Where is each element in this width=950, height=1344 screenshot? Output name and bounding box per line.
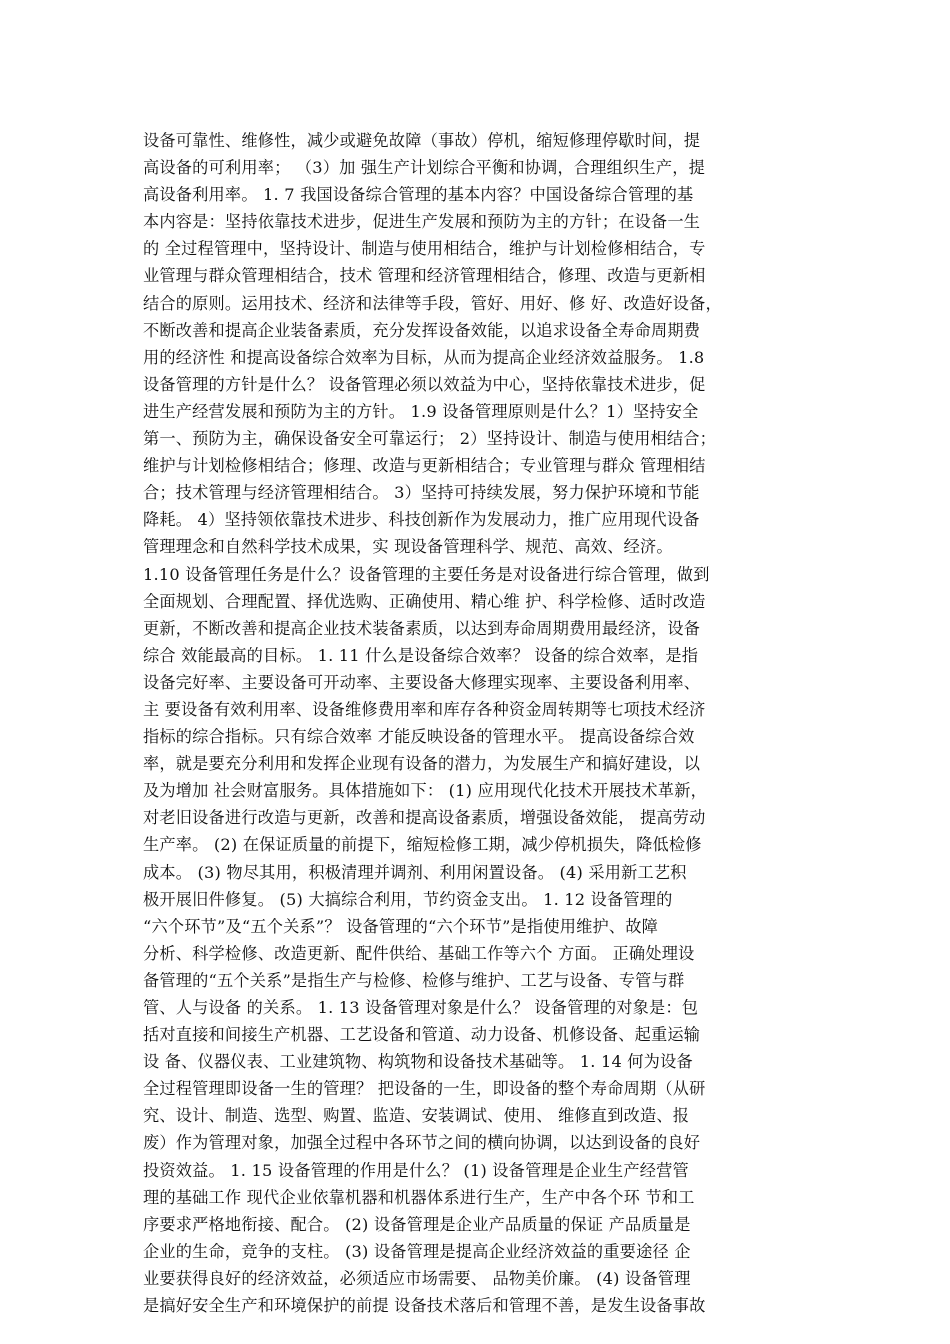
text-line: 括对直接和间接生产机器、工艺设备和管道、动力设备、机修设备、起重运输 bbox=[143, 1025, 701, 1045]
text-line: 高设备的可利用率； （3）加 强生产计划综合平衡和协调，合理组织生产，提 bbox=[143, 158, 705, 178]
text-line: 管理理念和自然科学技术成果，实 现设备管理科学、规范、高效、经济。 bbox=[143, 537, 673, 557]
text-line: 究、设计、制造、选型、购置、监造、安装调试、使用、 维修直到改造、报 bbox=[143, 1106, 690, 1126]
text-line: 企业的生命，竞争的支柱。 (3) 设备管理是提高企业经济效益的重要途径 企 bbox=[143, 1241, 691, 1261]
text-line: 不断改善和提高企业装备素质，充分发挥设备效能，以追求设备全寿命周期费 bbox=[143, 320, 701, 340]
text-line: 设 备、仪器仪表、工业建筑物、构筑物和设备技术基础等。 1. 14 何为设备 bbox=[143, 1052, 693, 1072]
text-line: 全过程管理即设备一生的管理？ 把设备的一生，即设备的整个寿命周期（从研 bbox=[143, 1079, 706, 1099]
text-line: 结合的原则。运用技术、经济和法律等手段，管好、用好、修 好、改造好设备， bbox=[143, 293, 722, 313]
text-line: 进生产经营发展和预防为主的方针。 1.9 设备管理原则是什么？1）坚持安全 bbox=[143, 401, 699, 421]
text-line: 用的经济性 和提高设备综合效率为目标，从而为提高企业经济效益服务。 1.8 bbox=[143, 347, 705, 367]
text-line: 高设备利用率。 1. 7 我国设备综合管理的基本内容？中国设备综合管理的基 bbox=[143, 185, 694, 205]
text-line: 指标的综合指标。只有综合效率 才能反映设备的管理水平。 提高设备综合效 bbox=[143, 727, 695, 747]
text-line: 是搞好安全生产和环境保护的前提 设备技术落后和管理不善，是发生设备事故 bbox=[143, 1296, 706, 1316]
text-line: 备管理的“五个关系”是指生产与检修、检修与维护、工艺与设备、专管与群 bbox=[143, 970, 685, 990]
text-line: 的 全过程管理中，坚持设计、制造与使用相结合，维护与计划检修相结合，专 bbox=[143, 239, 706, 259]
text-line: 维护与计划检修相结合；修理、改造与更新相结合；专业管理与群众 管理相结 bbox=[143, 456, 706, 476]
text-line: 投资效益。 1. 15 设备管理的作用是什么？ (1) 设备管理是企业生产经营管 bbox=[143, 1160, 689, 1180]
text-line: 理的基础工作 现代企业依靠机器和机器体系进行生产，生产中各个环 节和工 bbox=[143, 1187, 695, 1207]
text-line: 设备可靠性、维修性，减少或避免故障（事故）停机，缩短修理停歇时间，提 bbox=[143, 131, 701, 150]
text-line: 生产率。 (2) 在保证质量的前提下，缩短检修工期，减少停机损失，降低检修 bbox=[143, 835, 702, 855]
text-line: 废）作为管理对象，加强全过程中各环节之间的横向协调，以达到设备的良好 bbox=[143, 1133, 701, 1153]
text-line: 全面规划、合理配置、择优选购、正确使用、精心维 护、科学检修、适时改造 bbox=[143, 591, 706, 611]
body-text bbox=[143, 127, 813, 1319]
text-line: 业管理与群众管理相结合，技术 管理和经济管理相结合，修理、改造与更新相 bbox=[143, 266, 706, 286]
text-line: 成本。 (3) 物尽其用，积极清理并调剂、利用闲置设备。 (4) 采用新工艺积 bbox=[143, 862, 687, 882]
text-line: 对老旧设备进行改造与更新，改善和提高设备素质，增强设备效能， 提高劳动 bbox=[143, 808, 706, 828]
text-line: 主 要设备有效利用率、设备维修费用率和库存各种资金周转期等七项技术经济 bbox=[143, 699, 706, 719]
text-line: 设备管理的方针是什么？ 设备管理必须以效益为中心，坚持依靠技术进步，促 bbox=[143, 374, 706, 394]
text-line: 率，就是要充分利用和发挥企业现有设备的潜力，为发展生产和搞好建设，以 bbox=[143, 754, 701, 774]
text-line: 设备完好率、主要设备可开动率、主要设备大修理实现率、主要设备利用率、 bbox=[143, 672, 701, 692]
text-line: 第一、预防为主，确保设备安全可靠运行； 2）坚持设计、制造与使用相结合； bbox=[143, 429, 717, 449]
text-line: 管、人与设备 的关系。 1. 13 设备管理对象是什么？ 设备管理的对象是：包 bbox=[143, 998, 699, 1017]
text-line: 合；技术管理与经济管理相结合。 3）坚持可持续发展，努力保护环境和节能 bbox=[143, 483, 700, 503]
text-line: 降耗。 4）坚持领依靠技术进步、科技创新作为发展动力，推广应用现代设备 bbox=[143, 510, 700, 530]
text-line: 本内容是：坚持依靠技术进步，促进生产发展和预防为主的方针；在设备一生 bbox=[143, 212, 701, 232]
text-line: “六个环节”及“五个关系”？ 设备管理的“六个环节”是指使用维护、故障 bbox=[143, 916, 659, 936]
text-line: 序要求严格地衔接、配合。 (2) 设备管理是企业产品质量的保证 产品质量是 bbox=[143, 1214, 691, 1234]
text-line: 业要获得良好的经济效益，必须适应市场需要、 品物美价廉。 (4) 设备管理 bbox=[143, 1268, 691, 1288]
text-line: 综合 效能最高的目标。 1. 11 什么是设备综合效率？ 设备的综合效率，是指 bbox=[143, 645, 699, 665]
text-line: 极开展旧件修复。 (5) 大搞综合利用，节约资金支出。 1. 12 设备管理的 bbox=[143, 889, 673, 909]
text-line: 分析、科学检修、改造更新、配件供给、基础工作等六个 方面。 正确处理设 bbox=[143, 943, 695, 963]
text-line: 更新，不断改善和提高企业技术装备素质，以达到寿命周期费用最经济，设备 bbox=[143, 618, 701, 638]
text-line: 1.10 设备管理任务是什么？设备管理的主要任务是对设备进行综合管理，做到 bbox=[143, 564, 710, 584]
text-line: 及为增加 社会财富服务。具体措施如下： (1) 应用现代化技术开展技术革新， bbox=[143, 781, 707, 801]
